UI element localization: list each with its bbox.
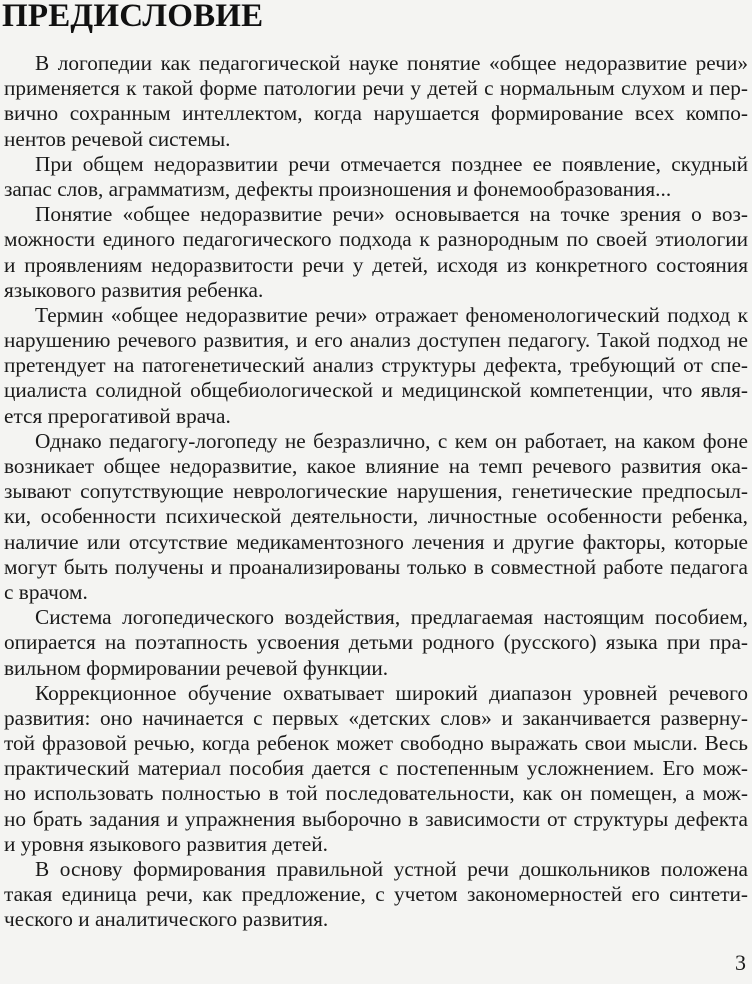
text-line: зывают сопутствующие неврологические нарушения, генетические предпосыл- bbox=[4, 479, 748, 504]
text-line: вильном формировании речевой функции. bbox=[4, 655, 389, 680]
text-line: претендует на патогенетический анализ структуры дефекта, требующий от спе- bbox=[4, 353, 748, 378]
text-line: и уровня языкового развития детей. bbox=[4, 831, 328, 856]
text-line: нентов речевой системы. bbox=[4, 126, 231, 151]
text-line: ется прерогативой врача. bbox=[4, 403, 231, 428]
text-line: наличие или отсутствие медикаментозного лечения и другие факторы, которые bbox=[4, 529, 748, 554]
text-line: При общем недоразвитии речи отмечается позднее ее появление, скудный bbox=[35, 151, 748, 176]
paragraph bbox=[4, 51, 748, 152]
text-line: запас слов, аграмматизм, дефекты произношения и фонемообразования... bbox=[4, 176, 672, 201]
paragraph bbox=[4, 202, 748, 303]
page-title: ПРЕДИСЛОВИЕ bbox=[2, 0, 264, 34]
text-line: Однако педагогу-логопеду не безразлично, с кем он работает, на каком фоне bbox=[35, 428, 748, 453]
text-line: языкового развития ребенка. bbox=[4, 277, 264, 302]
text-line: циалиста солидной общебиологической и медицинской компетенции, что явля- bbox=[4, 378, 748, 403]
text-line: Коррекционное обучение охватывает широкий диапазон уровней речевого bbox=[35, 680, 748, 705]
text-line: В логопедии как педагогической науке понятие «общее недоразвитие речи» bbox=[35, 51, 748, 75]
text-line: опирается на поэтапность усвоения детьми родного (русского) языка при пра- bbox=[4, 630, 748, 655]
text-line: развития: оно начинается с первых «детских слов» и заканчивается разверну- bbox=[4, 705, 748, 730]
text-line: вично сохранным интеллектом, когда нарушается формирование всех компо- bbox=[4, 101, 748, 126]
paragraph bbox=[4, 429, 748, 605]
text-line: но брать задания и упражнения выборочно в зависимости от структуры дефекта bbox=[4, 806, 748, 831]
text-line: могут быть получены и проанализированы только в совместной работе педагога bbox=[4, 554, 748, 579]
text-line: той фразовой речью, когда ребенок может свободно выражать свои мысли. Весь bbox=[4, 731, 748, 756]
paragraph bbox=[4, 857, 748, 933]
text-line: Термин «общее недоразвитие речи» отражает феноменологический подход к bbox=[35, 302, 748, 327]
text-line: ки, особенности психической деятельности, личностные особенности ребенка, bbox=[4, 504, 748, 529]
text-line: Понятие «общее недоразвитие речи» основывается на точке зрения о воз- bbox=[35, 202, 748, 227]
text-line: ческого и аналитического развития. bbox=[4, 907, 329, 932]
body-text bbox=[4, 51, 748, 933]
page-number: 3 bbox=[735, 950, 746, 975]
text-line: практический материал пособия дается с постепенным усложнением. Его мож- bbox=[4, 756, 748, 781]
text-line: Система логопедического воздействия, предлагаемая настоящим пособием, bbox=[35, 605, 748, 630]
paragraph bbox=[4, 681, 748, 857]
text-line: нарушению речевого развития, и его анализ доступен педагогу. Такой подход не bbox=[4, 328, 748, 353]
text-line: применяется к такой форме патологии речи у детей с нормальным слухом и пер- bbox=[4, 76, 748, 101]
text-line: но использовать полностью в той последовательности, как он помещен, а мож- bbox=[4, 781, 748, 806]
paragraph bbox=[4, 605, 748, 681]
text-line: такая единица речи, как предложение, с учетом закономерностей его синтети- bbox=[4, 882, 748, 907]
text-line: В основу формирования правильной устной речи дошкольников положена bbox=[35, 857, 748, 881]
text-line: и проявлениям недоразвитости речи у детей, исходя из конкретного состояния bbox=[4, 252, 748, 277]
text-line: возникает общее недоразвитие, какое влияние на темп речевого развития ока- bbox=[4, 454, 748, 478]
paragraph bbox=[4, 303, 748, 429]
text-line: можности единого педагогического подхода к разнородным по своей этиологии bbox=[4, 227, 748, 252]
paragraph bbox=[4, 152, 748, 202]
text-line: с врачом. bbox=[4, 579, 88, 604]
